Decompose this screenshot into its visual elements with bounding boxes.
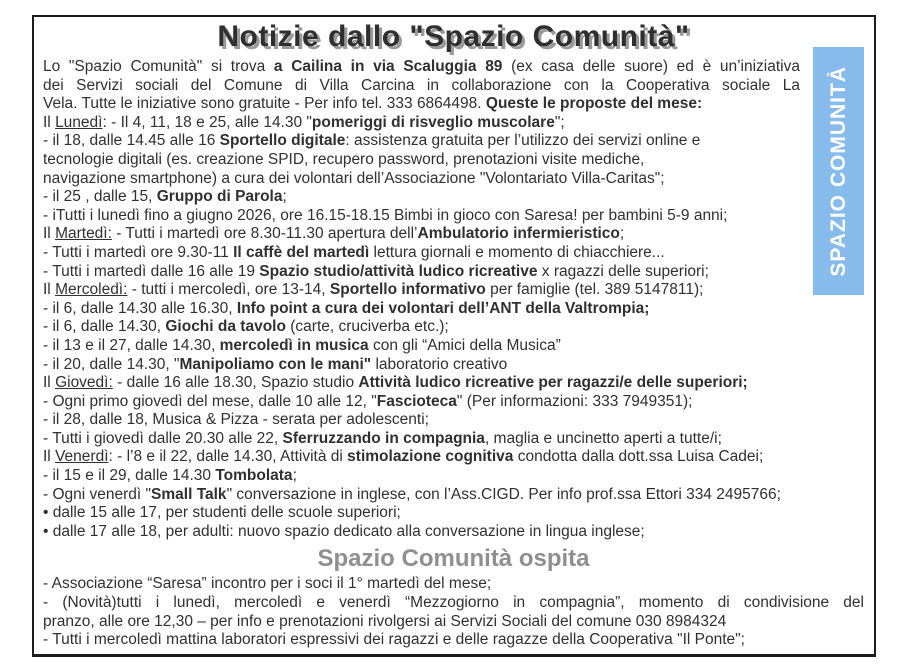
section-subtitle: Spazio Comunità ospita bbox=[317, 545, 590, 573]
schedule-line: Il Martedì: - Tutti i martedì ore 8.30-11.30 apertura dell’Ambulatorio infermieristico; bbox=[43, 225, 625, 243]
schedule-line: - il 20, dalle 14.30, "Manipoliamo con le mani" laboratorio creativo bbox=[43, 355, 508, 373]
schedule-line: • dalle 17 alle 18, per adulti: nuovo spazio dedicato alla conversazione in lingua inglese; bbox=[43, 522, 645, 540]
schedule-line: - il 18, dalle 14.45 alle 16 Sportello digitale: assistenza gratuita per l’utilizzo dei servizi online e bbox=[43, 132, 701, 150]
schedule-line: Il Venerdì: - l’8 e il 22, dalle 14.30, Attività di stimolazione cognitiva condotta dalla dott.ssa Luisa Cadei; bbox=[43, 448, 764, 466]
side-tag-label: SPAZIO COMUNITÀ bbox=[826, 65, 850, 277]
schedule-line: - Tutti i martedì ore 9.30-11 Il caffè del martedì lettura giornali e momento di chiacchiere... bbox=[43, 243, 665, 261]
intro-line: Lo "Spazio Comunità" si trova a Cailina in via Scaluggia 89 (ex casa delle suore) ed è un’iniziativa bbox=[43, 58, 800, 75]
hosted-line: pranzo, alle ore 12,30 – per info e prenotazioni rivolgersi ai Servizi Sociali del comune 030 8984324 bbox=[43, 612, 727, 630]
schedule-line: - Ogni venerdì "Small Talk" conversazione in inglese, con l’Ass.CIGD. Per info prof.ssa Ettori 334 2495766; bbox=[43, 485, 781, 503]
schedule-line: navigazione smartphone) a cura dei volontari dell’Associazione "Volontariato Villa-Caritas"; bbox=[43, 169, 665, 187]
intro-line: dei Servizi sociali del Comune di Villa Carcina in collaborazione con la Cooperativa sociale La bbox=[43, 76, 800, 94]
schedule-line: tecnologie digitali (es. creazione SPID, recupero password, prenotazioni visite mediche, bbox=[43, 150, 645, 168]
schedule-line: - il 6, dalle 14.30, Giochi da tavolo (carte, cruciverba etc.); bbox=[43, 318, 449, 336]
notice-sheet bbox=[32, 15, 876, 657]
schedule-line: - Ogni primo giovedì del mese, dalle 10 alle 12, "Fascioteca" (Per informazioni: 333 7949351); bbox=[43, 392, 693, 410]
hosted-line: - Tutti i mercoledì mattina laboratori espressivi dei ragazzi e delle ragazze della Cooperativa "Il Ponte"; bbox=[43, 631, 745, 649]
schedule-line: - il 6, dalle 14.30 alle 16.30, Info point a cura dei volontari dell’ANT della Valtrompia; bbox=[43, 299, 650, 317]
schedule-line: - iTutti i lunedì fino a giugno 2026, ore 16.15-18.15 Bimbi in gioco con Saresa! per bambini 5-9 anni; bbox=[43, 206, 728, 224]
schedule-line: - il 25 , dalle 15, Gruppo di Parola; bbox=[43, 188, 287, 206]
schedule-line: - Tutti i martedì dalle 16 alle 19 Spazio studio/attività ludico ricreative x ragazzi delle superiori; bbox=[43, 262, 709, 280]
schedule-line: - Tutti i giovedì dalle 20.30 alle 22, Sferruzzando in compagnia, maglia e uncinetto aperti a tutte/i; bbox=[43, 429, 722, 447]
schedule-line: Il Lunedì: - Il 4, 11, 18 e 25, alle 14.30 "pomeriggi di risveglio muscolare"; bbox=[43, 113, 565, 131]
notice-title: Notizie dallo "Spazio Comunità" bbox=[217, 20, 690, 53]
schedule-line: - il 28, dalle 18, Musica & Pizza - serata per adolescenti; bbox=[43, 411, 429, 429]
intro-line: Vela. Tutte le iniziative sono gratuite - Per info tel. 333 6864498. Queste le proposte del mese: bbox=[43, 95, 703, 113]
schedule-line: - il 13 e il 27, dalle 14.30, mercoledì in musica con gli “Amici della Musica” bbox=[43, 336, 561, 354]
side-tag bbox=[813, 47, 864, 295]
hosted-line: - Associazione “Saresa” incontro per i soci il 1° martedì del mese; bbox=[43, 575, 492, 593]
schedule-line: • dalle 15 alle 17, per studenti delle scuole superiori; bbox=[43, 504, 401, 522]
schedule-line: - il 15 e il 29, dalle 14.30 Tombolata; bbox=[43, 467, 297, 485]
schedule-line: Il Giovedì: - dalle 16 alle 18.30, Spazio studio Attività ludico ricreative per ragazzi/e delle superiori; bbox=[43, 374, 748, 392]
schedule-line: Il Mercoledì: - tutti i mercoledì, ore 13-14, Sportello informativo per famiglie (tel. 389 5147811); bbox=[43, 281, 704, 299]
hosted-line: - (Novità)tutti i lunedì, mercoledì e venerdì “Mezzogiorno in compagnia”, momento di condivisione del bbox=[43, 594, 864, 612]
